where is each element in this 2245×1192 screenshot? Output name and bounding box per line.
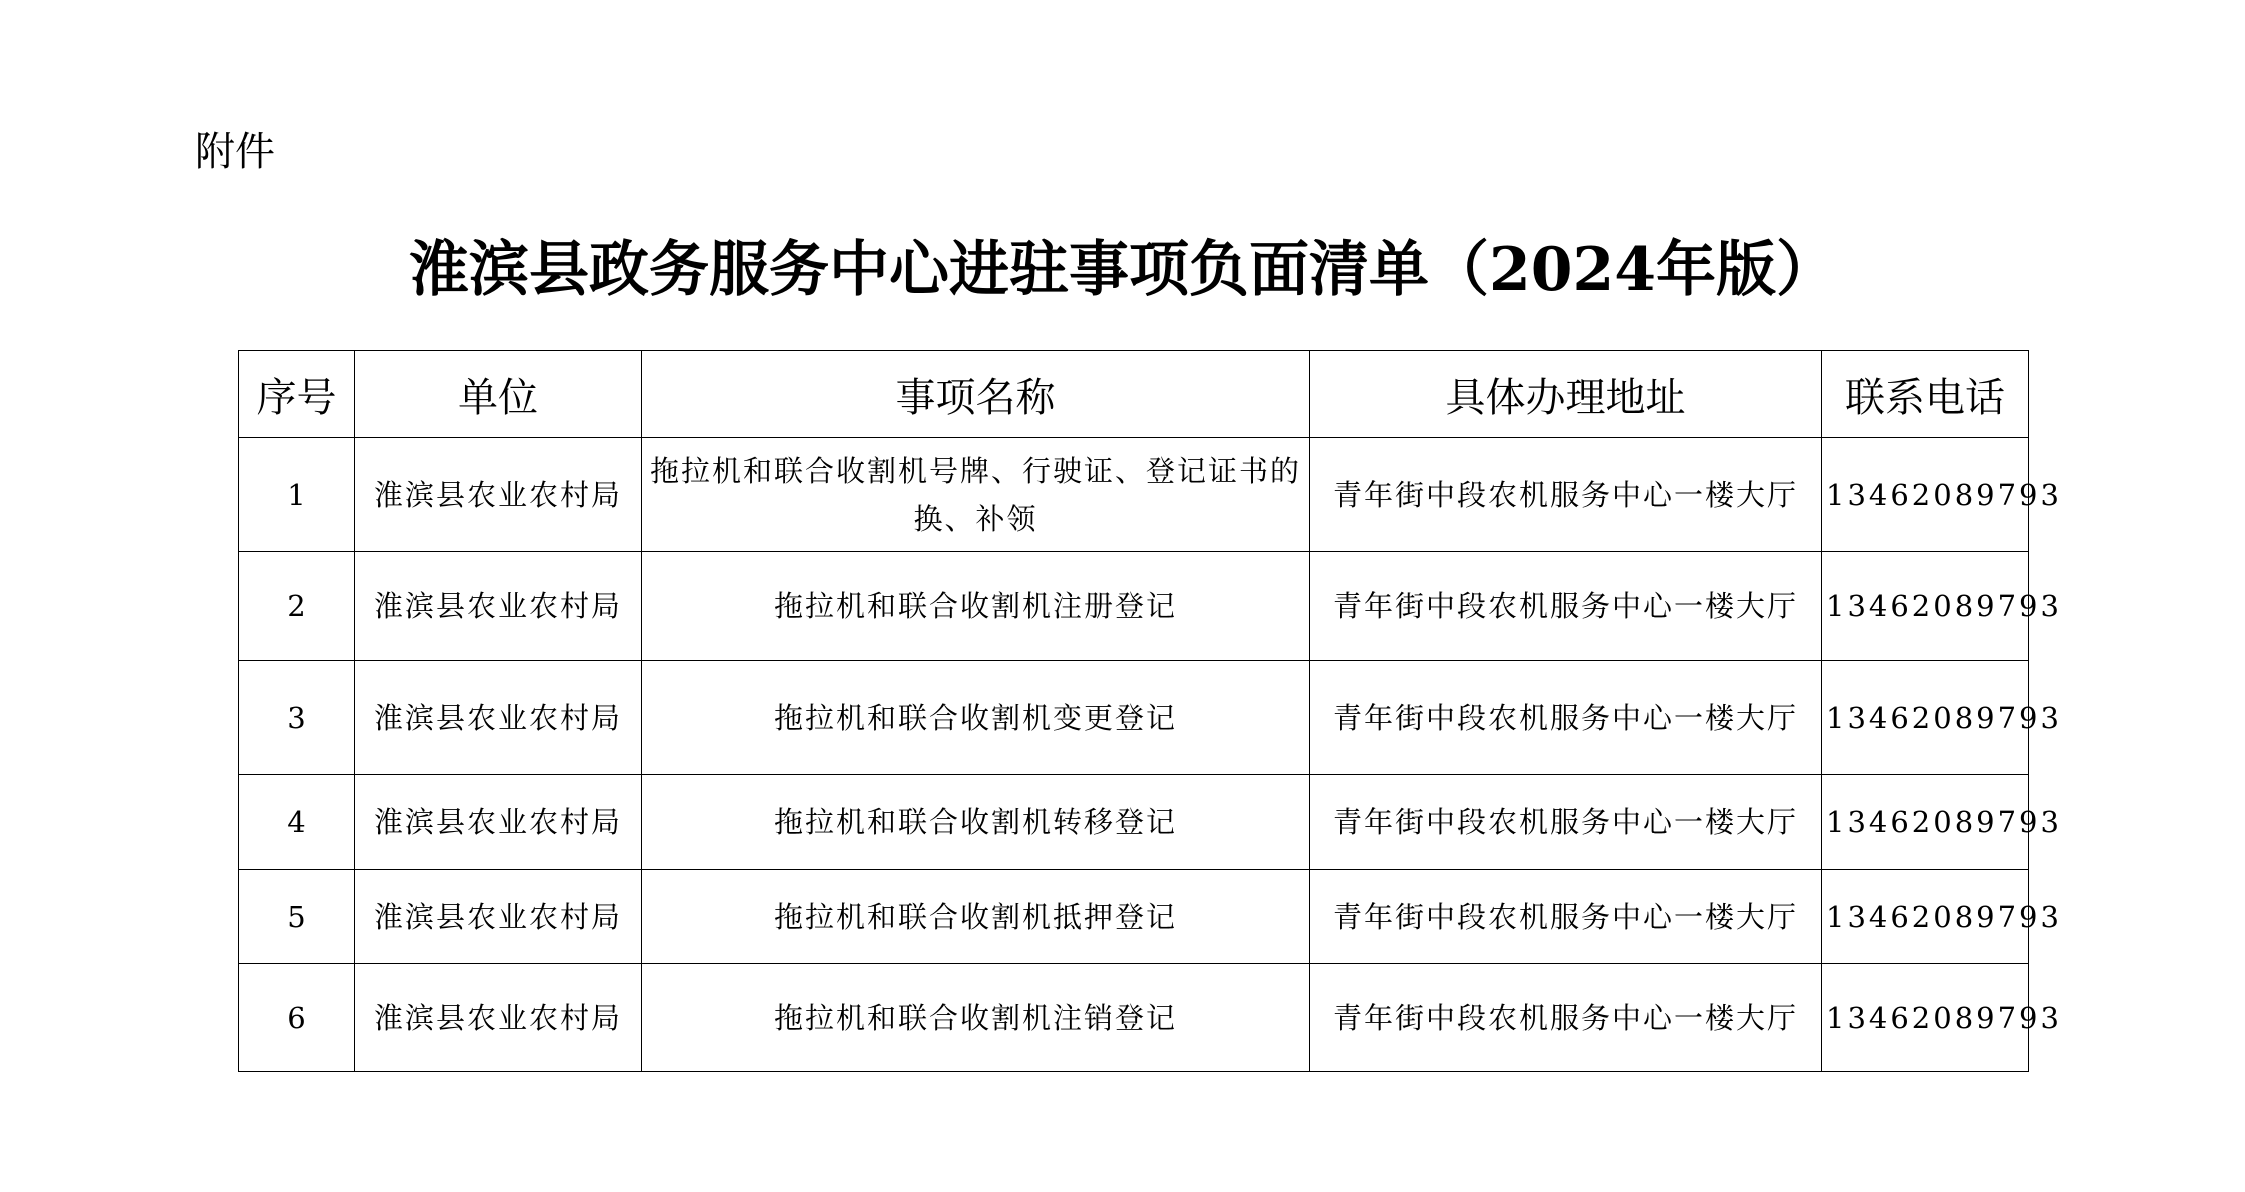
cell-item-name: 拖拉机和联合收割机注销登记 xyxy=(642,964,1310,1072)
table-header-row xyxy=(239,351,2029,438)
cell-address: 青年街中段农机服务中心一楼大厅 xyxy=(1310,870,1822,964)
cell-phone: 13462089793 xyxy=(1822,870,2029,964)
table-row xyxy=(239,438,2029,552)
cell-index: 1 xyxy=(239,438,355,552)
cell-phone: 13462089793 xyxy=(1822,775,2029,870)
cell-address: 青年街中段农机服务中心一楼大厅 xyxy=(1310,552,1822,661)
cell-index: 6 xyxy=(239,964,355,1072)
cell-item-name: 拖拉机和联合收割机变更登记 xyxy=(642,661,1310,775)
cell-address: 青年街中段农机服务中心一楼大厅 xyxy=(1310,438,1822,552)
header-item-name: 事项名称 xyxy=(642,351,1310,438)
document-title: 淮滨县政务服务中心进驻事项负面清单（2024年版） xyxy=(409,235,1836,305)
table-row xyxy=(239,661,2029,775)
cell-unit: 淮滨县农业农村局 xyxy=(355,552,642,661)
header-address: 具体办理地址 xyxy=(1310,351,1822,438)
cell-address: 青年街中段农机服务中心一楼大厅 xyxy=(1310,661,1822,775)
cell-item-name: 拖拉机和联合收割机抵押登记 xyxy=(642,870,1310,964)
cell-index: 5 xyxy=(239,870,355,964)
cell-item-name: 拖拉机和联合收割机转移登记 xyxy=(642,775,1310,870)
cell-phone: 13462089793 xyxy=(1822,438,2029,552)
attachment-label: 附件 xyxy=(195,129,275,175)
cell-unit: 淮滨县农业农村局 xyxy=(355,870,642,964)
table-row xyxy=(239,870,2029,964)
cell-unit: 淮滨县农业农村局 xyxy=(355,964,642,1072)
cell-phone: 13462089793 xyxy=(1822,964,2029,1072)
header-index: 序号 xyxy=(239,351,355,438)
cell-index: 3 xyxy=(239,661,355,775)
cell-index: 2 xyxy=(239,552,355,661)
cell-address: 青年街中段农机服务中心一楼大厅 xyxy=(1310,775,1822,870)
header-phone: 联系电话 xyxy=(1822,351,2029,438)
header-unit: 单位 xyxy=(355,351,642,438)
cell-unit: 淮滨县农业农村局 xyxy=(355,661,642,775)
cell-phone: 13462089793 xyxy=(1822,661,2029,775)
negative-list-table xyxy=(238,350,2062,1072)
cell-index: 4 xyxy=(239,775,355,870)
cell-phone: 13462089793 xyxy=(1822,552,2029,661)
cell-unit: 淮滨县农业农村局 xyxy=(355,438,642,552)
table-row xyxy=(239,552,2029,661)
cell-item-name: 拖拉机和联合收割机注册登记 xyxy=(642,552,1310,661)
table-row xyxy=(239,964,2029,1072)
cell-address: 青年街中段农机服务中心一楼大厅 xyxy=(1310,964,1822,1072)
table-row xyxy=(239,775,2029,870)
cell-item-name: 拖拉机和联合收割机号牌、行驶证、登记证书的换、补领 xyxy=(642,438,1310,552)
cell-unit: 淮滨县农业农村局 xyxy=(355,775,642,870)
